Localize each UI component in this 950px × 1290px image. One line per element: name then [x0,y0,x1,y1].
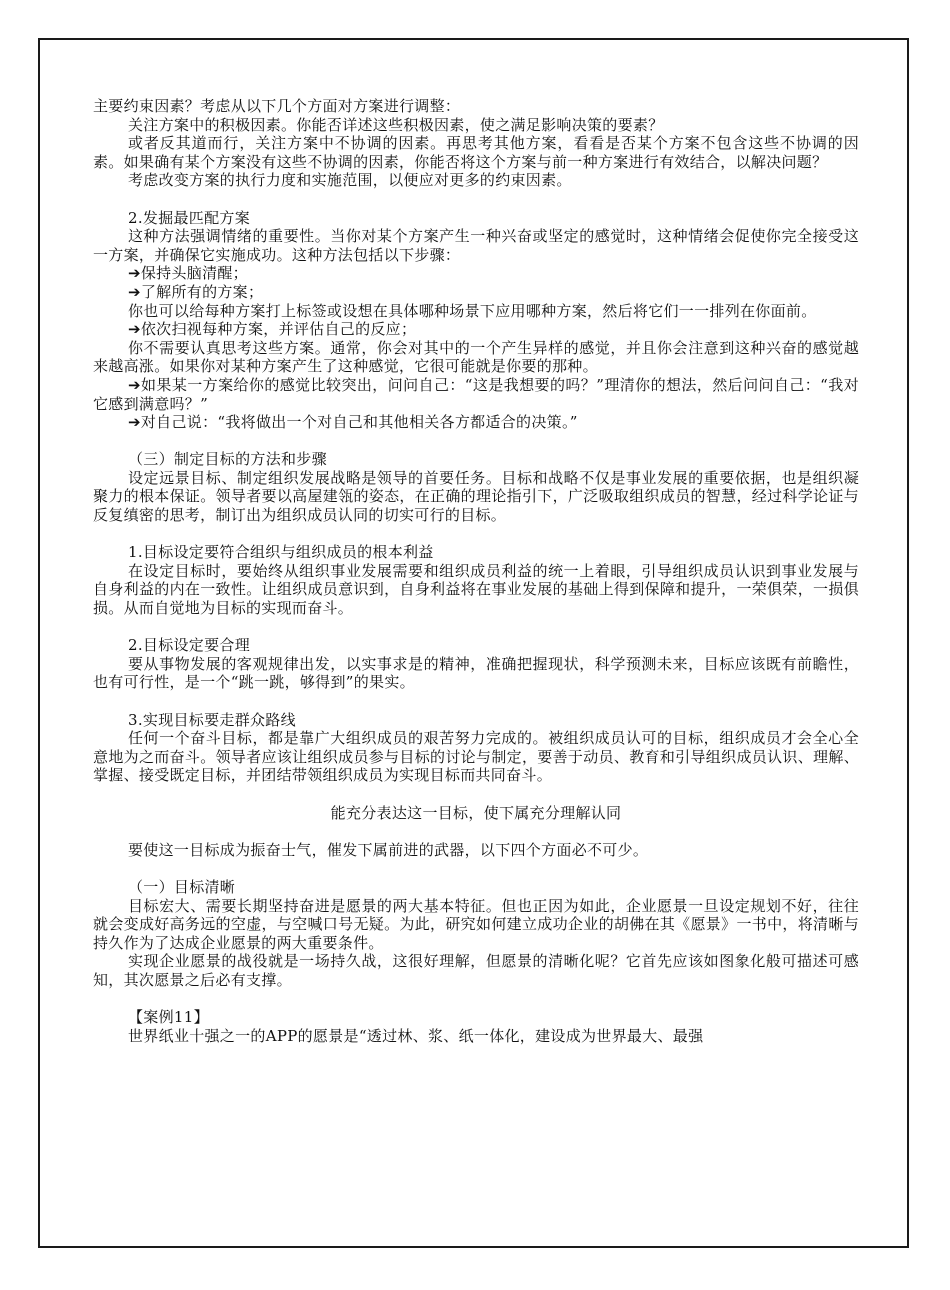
paragraph-gap [93,432,859,451]
bullet-item [93,320,859,339]
bullet-text: 了解所有的方案； [140,282,264,301]
paragraph: 要从事物发展的客观规律出发，以实事求是的精神，准确把握现状，科学预测未来，目标应该既有前瞻性，也有可行性，是一个“跳一跳，够得到”的果实。 [93,654,859,692]
paragraph: （三）制定目标的方法和步骤 [128,450,327,469]
bullet-item [93,413,859,432]
arrow-bullet-icon: ➔ [128,375,141,394]
paragraph: 你不需要认真思考这些方案。通常，你会对其中的一个产生异样的感觉，并且你会注意到这种兴奋的感觉越来越高涨。如果你对某种方案产生了这种感觉，它很可能就是你要的那种。 [93,338,859,376]
paragraph: 关注方案中的积极因素。你能否详述这些积极因素，使之满足影响决策的要素？ [128,115,664,134]
bullet-text: 保持头脑清醒； [140,264,248,283]
bullet-text: 对自己说：“我将做出一个对自己和其他相关各方都适合的决策。” [140,413,578,432]
centered-heading: 能充分表达这一目标，使下属充分理解认同 [330,803,622,822]
paragraph-gap [93,525,859,544]
paragraph-gap [93,692,859,711]
paragraph: 主要约束因素？考虑从以下几个方面对方案进行调整： [93,97,461,115]
arrow-bullet-icon: ➔ [128,413,141,432]
paragraph-gap [93,618,859,637]
arrow-bullet-icon: ➔ [128,320,141,339]
bullet-text: 依次扫视每种方案，并评估自己的反应； [140,320,417,339]
paragraph-gap [93,990,859,1009]
paragraph: 考虑改变方案的执行力度和实施范围，以便应对更多的约束因素。 [128,171,572,190]
paragraph-gap [93,822,859,841]
paragraph-gap [93,859,859,878]
paragraph: 要使这一目标成为振奋士气，催发下属前进的武器，以下四个方面必不可少。 [128,840,649,859]
paragraph: 3.实现目标要走群众路线 [128,710,296,729]
paragraph: 设定远景目标、制定组织发展战略是领导的首要任务。目标和战略不仅是事业发展的重要依据，也是组织凝聚力的根本保证。领导者要以高屋建瓴的姿态，在正确的理论指引下，广泛吸取组织成员的智慧，经过科学论证与反复缜密的思考，制订出为组织成员认同的切实可行的目标。 [93,468,859,525]
paragraph: 这种方法强调情绪的重要性。当你对某个方案产生一种兴奋或坚定的感觉时，这种情绪会促使你完全接受这一方案，并确保它实施成功。这种方法包括以下步骤： [93,227,859,264]
paragraph: 目标宏大、需要长期坚持奋进是愿景的两大基本特征。但也正因为如此，企业愿景一旦设定规划不好，往往就会变成好高务远的空虚，与空喊口号无疑。为此，研究如何建立成功企业的胡佛在其《愿景》一书中，将清晰与持久作为了达成企业愿景的两大重要条件。 [93,896,859,952]
paragraph: 2.发掘最匹配方案 [128,208,251,227]
paragraph-gap [93,785,859,804]
paragraph: 在设定目标时，要始终从组织事业发展需要和组织成员利益的统一上着眼，引导组织成员认识到事业发展与自身利益的内在一致性。让组织成员意识到，自身利益将在事业发展的基础上得到保障和提升，一荣俱荣，一损俱损。从而自觉地为目标的实现而奋斗。 [93,561,859,618]
document-body [93,97,859,1045]
bullet-text: 如果某一方案给你的感觉比较突出，问问自己：“这是我想要的吗？”理清你的想法，然后问问自己：“我对它感到满意吗？” [93,375,859,413]
paragraph: 世界纸业十强之一的APP的愿景是“透过林、浆、纸一体化，建设成为世界最大、最强 [128,1026,704,1045]
bullet-item [93,376,859,413]
paragraph: 实现企业愿景的战役就是一场持久战，这很好理解，但愿景的清晰化呢？它首先应该如图象化般可描述可感知，其次愿景之后必有支撑。 [93,952,859,989]
paragraph: 或者反其道而行，关注方案中不协调的因素。再思考其他方案，看看是否某个方案不包含这些不协调的因素。如果确有某个方案没有这些不协调的因素，你能否将这个方案与前一种方案进行有效结合，以解决问题？ [93,134,859,171]
arrow-bullet-icon: ➔ [128,264,141,283]
paragraph: 任何一个奋斗目标，都是靠广大组织成员的艰苦努力完成的。被组织成员认可的目标，组织成员才会全心全意地为之而奋斗。领导者应该让组织成员参与目标的讨论与制定，要善于动员、教育和引导组织成员认识、理解、掌握、接受既定目标，并团结带领组织成员为实现目标而共同奋斗。 [93,729,859,785]
paragraph-gap [93,190,859,209]
paragraph: 你也可以给每种方案打上标签或设想在具体哪种场景下应用哪种方案，然后将它们一一排列在你面前。 [128,301,817,320]
paragraph: 【案例11】 [128,1008,209,1027]
paragraph: 1.目标设定要符合组织与组织成员的根本利益 [128,543,434,562]
paragraph: （一）目标清晰 [128,877,236,896]
paragraph: 2.目标设定要合理 [128,636,251,655]
arrow-bullet-icon: ➔ [128,282,141,301]
bullet-item [93,283,859,302]
bullet-item [93,264,859,283]
